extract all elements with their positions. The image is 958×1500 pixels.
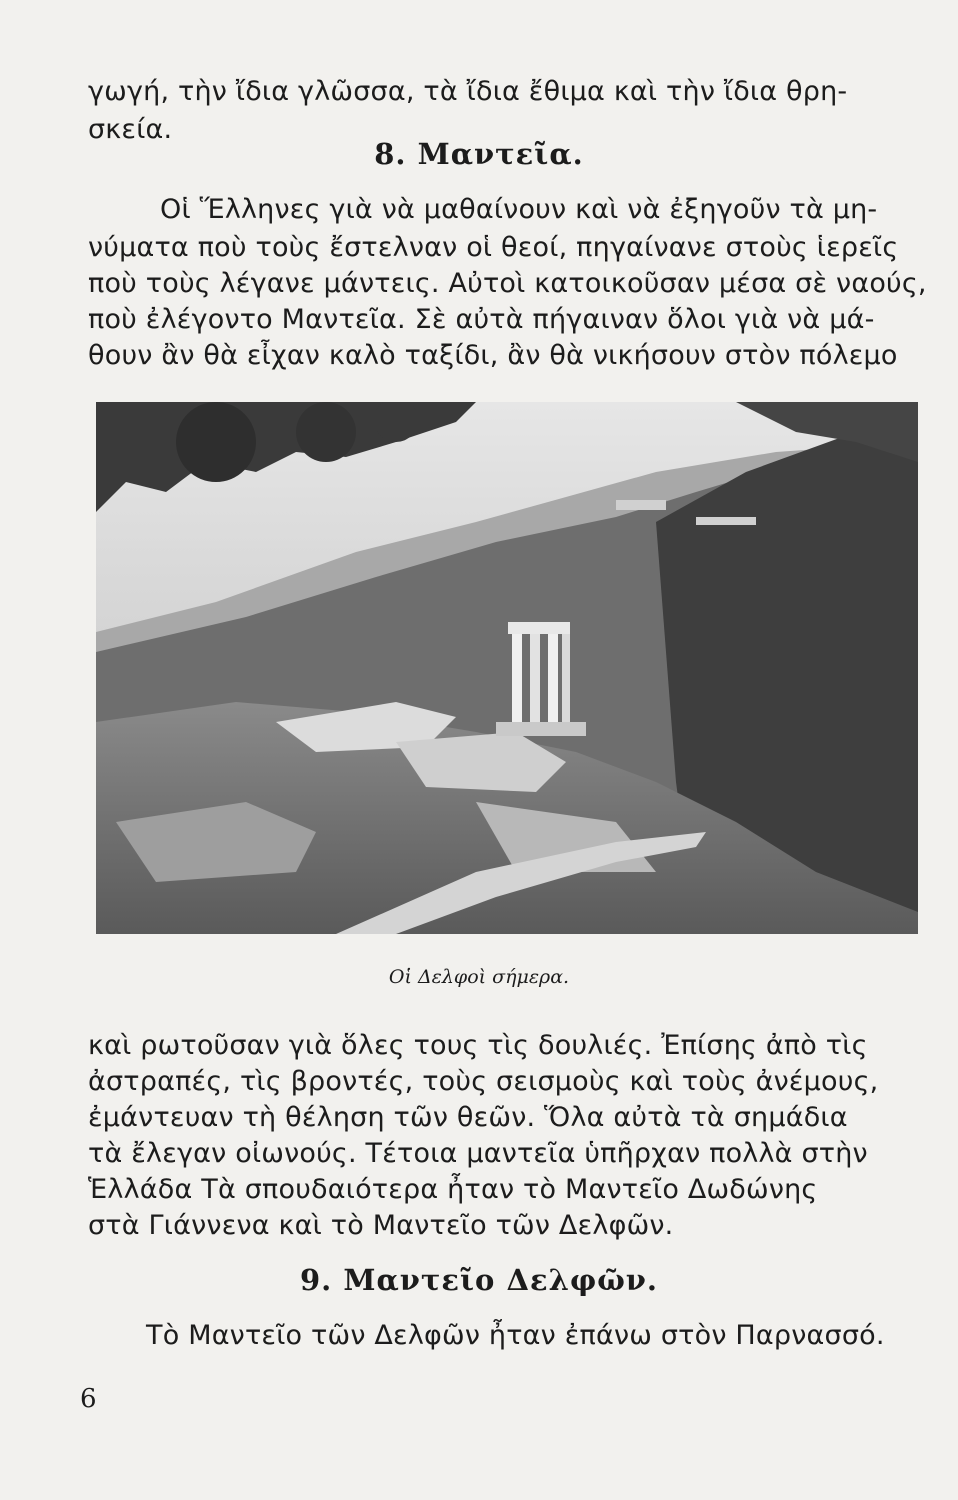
text-line: θουν ἂν θὰ εἶχαν καλὸ ταξίδι, ἂν θὰ νικήσουν στὸν πόλεμο — [88, 340, 898, 371]
section-heading-9: 9. Μαντεῖο Δελφῶν. — [299, 1263, 659, 1297]
section-heading-8: 8. Μαντεῖα. — [374, 137, 584, 171]
text-line: ποὺ τοὺς λέγανε μάντεις. Αὐτοὶ κατοικοῦσαν μέσα σὲ ναούς, — [88, 268, 927, 299]
text-line: ποὺ ἐλέγοντο Μαντεῖα. Σὲ αὐτὰ πήγαιναν ὅλοι γιὰ νὰ μά- — [88, 304, 875, 335]
text-line: Οἱ Ἕλληνες γιὰ νὰ μαθαίνουν καὶ νὰ ἐξηγοῦν τὰ μη- — [160, 194, 878, 225]
page-number: 6 — [80, 1384, 97, 1414]
text-line: Τὸ Μαντεῖο τῶν Δελφῶν ἦταν ἐπάνω στὸν Παρνασσό. — [146, 1320, 885, 1351]
text-line: γωγή, τὴν ἴδια γλῶσσα, τὰ ἴδια ἔθιμα καὶ τὴν ἴδια θρη- — [88, 76, 848, 107]
delphi-photograph — [96, 402, 918, 934]
text-line: Ἑλλάδα Τὰ σπουδαιότερα ἦταν τὸ Μαντεῖο Δωδώνης — [88, 1174, 818, 1205]
text-line: καὶ ρωτοῦσαν γιὰ ὅλες τους τὶς δουλιές. Ἐπίσης ἀπὸ τὶς — [88, 1030, 868, 1061]
text-line: νύματα ποὺ τοὺς ἔστελναν οἱ θεοί, πηγαίνανε στοὺς ἱερεῖς — [88, 232, 899, 263]
photo-caption: Οἱ Δελφοὶ σήμερα. — [388, 966, 570, 988]
text-line: ἐμάντευαν τὴ θέληση τῶν θεῶν. Ὅλα αὐτὰ τὰ σημάδια — [88, 1102, 848, 1133]
text-line: τὰ ἔλεγαν οἰωνούς. Τέτοια μαντεῖα ὑπῆρχαν πολλὰ στὴν — [88, 1138, 868, 1169]
text-line: σκεία. — [88, 114, 173, 145]
text-line: ἀστραπές, τὶς βροντές, τοὺς σεισμοὺς καὶ τοὺς ἀνέμους, — [88, 1066, 879, 1097]
text-line: στὰ Γιάννενα καὶ τὸ Μαντεῖο τῶν Δελφῶν. — [88, 1210, 674, 1241]
